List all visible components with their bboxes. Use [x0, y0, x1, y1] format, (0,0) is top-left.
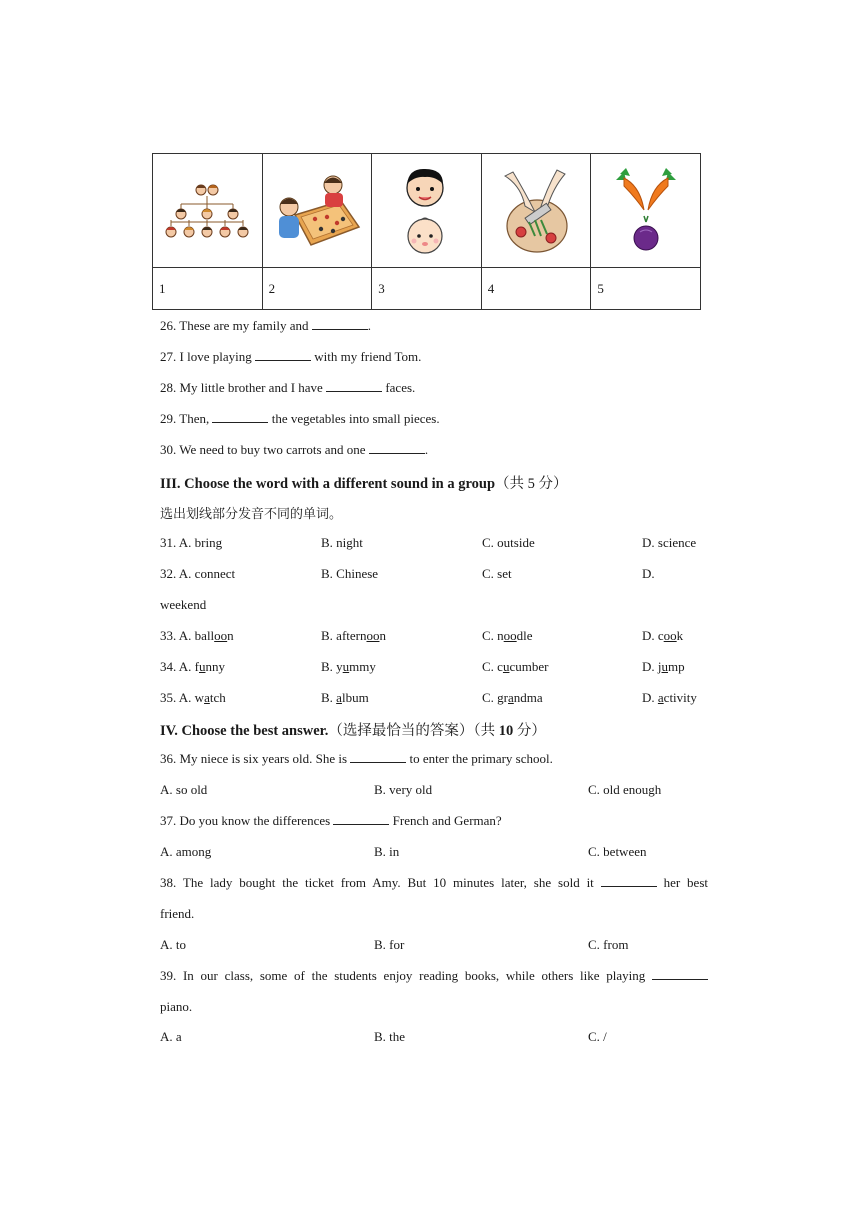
q39-option-c[interactable]: C. / [588, 1029, 607, 1044]
question-26: 26. These are my family and . [160, 318, 371, 333]
question-28: 28. My little brother and I have faces. [160, 380, 416, 395]
picture-number-4: 4 [481, 268, 591, 310]
question-39-line-1: 39. In our class, some of the students enjoy reading books, while others like playing [160, 968, 708, 984]
q36-option-b[interactable]: B. very old [374, 782, 433, 797]
option-c[interactable]: C. cucumber [482, 659, 549, 674]
chopping-vegetables-icon [495, 166, 577, 256]
answer-blank[interactable] [212, 411, 268, 423]
picture-cell-1 [153, 154, 263, 268]
q38-option-a[interactable]: A. to [160, 937, 186, 952]
chess-players-icon [271, 171, 363, 251]
picture-cell-2 [262, 154, 372, 268]
option-d-continued[interactable]: weekend [160, 597, 207, 612]
question-27: 27. I love playing with my friend Tom. [160, 349, 422, 364]
q36-option-c[interactable]: C. old enough [588, 782, 662, 797]
carrots-and-onion-icon [614, 164, 678, 258]
answer-blank[interactable] [255, 349, 311, 361]
picture-number-3: 3 [372, 268, 482, 310]
family-tree-icon [159, 180, 255, 242]
option-a[interactable]: 31. A. bring [160, 535, 223, 550]
answer-blank[interactable] [350, 751, 406, 763]
q39-option-a[interactable]: A. a [160, 1029, 182, 1044]
answer-blank[interactable] [652, 968, 708, 980]
section-3-instruction: 选出划线部分发音不同的单词。 [160, 506, 343, 521]
picture-number-1: 1 [153, 268, 263, 310]
q38-option-c[interactable]: C. from [588, 937, 629, 952]
q39-option-b[interactable]: B. the [374, 1029, 406, 1044]
picture-number-5: 5 [591, 268, 701, 310]
option-a[interactable]: 35. A. watch [160, 690, 226, 705]
picture-cell-3 [372, 154, 482, 268]
option-a[interactable]: 32. A. connect [160, 566, 236, 581]
q37-option-c[interactable]: C. between [588, 844, 647, 859]
option-a[interactable]: 33. A. balloon [160, 628, 234, 643]
option-c[interactable]: C. set [482, 566, 512, 581]
q37-option-a[interactable]: A. among [160, 844, 212, 859]
option-d[interactable]: D. [642, 566, 655, 581]
option-a[interactable]: 34. A. funny [160, 659, 225, 674]
answer-blank[interactable] [312, 318, 368, 330]
option-d[interactable]: D. cook [642, 628, 684, 643]
q36-option-a[interactable]: A. so old [160, 782, 208, 797]
question-30: 30. We need to buy two carrots and one . [160, 442, 429, 457]
option-c[interactable]: C. grandma [482, 690, 543, 705]
option-b[interactable]: B. afternoon [321, 628, 386, 643]
boy-and-baby-faces-icon [399, 164, 453, 258]
option-b[interactable]: B. night [321, 535, 363, 550]
picture-cell-4 [481, 154, 591, 268]
picture-table [152, 153, 701, 310]
question-38-line-2: friend. [160, 906, 195, 921]
option-b[interactable]: B. Chinese [321, 566, 379, 581]
option-b[interactable]: B. album [321, 690, 369, 705]
answer-blank[interactable] [369, 442, 425, 454]
question-29: 29. Then, the vegetables into small pieces. [160, 411, 440, 426]
q37-option-b[interactable]: B. in [374, 844, 400, 859]
answer-blank[interactable] [333, 813, 389, 825]
answer-blank[interactable] [326, 380, 382, 392]
section-3-heading: III. Choose the word with a different sound in a group（共 5 分） [160, 476, 568, 492]
question-39-line-2: piano. [160, 999, 193, 1014]
question-36: 36. My niece is six years old. She is to enter the primary school. [160, 751, 553, 766]
option-c[interactable]: C. outside [482, 535, 535, 550]
option-d[interactable]: D. science [642, 535, 697, 550]
option-b[interactable]: B. yummy [321, 659, 376, 674]
question-38-line-1: 38. The lady bought the ticket from Amy. But 10 minutes later, she sold it her best [160, 875, 708, 890]
q38-option-b[interactable]: B. for [374, 937, 405, 952]
option-d[interactable]: D. jump [642, 659, 685, 674]
section-4-heading: IV. Choose the best answer.（选择最恰当的答案）（共 10 分） [160, 723, 546, 739]
answer-blank[interactable] [601, 875, 657, 887]
option-c[interactable]: C. noodle [482, 628, 533, 643]
picture-cell-5 [591, 154, 701, 268]
picture-number-2: 2 [262, 268, 372, 310]
option-d[interactable]: D. activity [642, 690, 697, 705]
question-37: 37. Do you know the differences French and German? [160, 813, 502, 828]
